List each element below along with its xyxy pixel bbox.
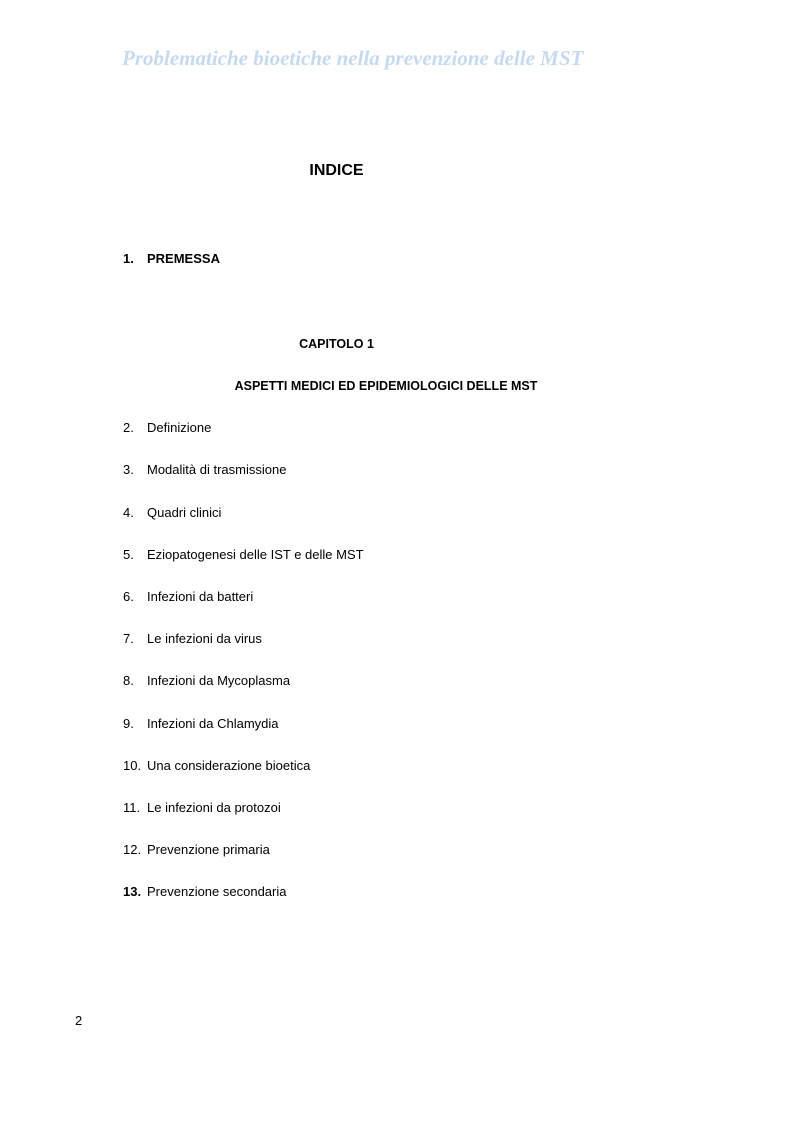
document-header-title: Problematiche bioetiche nella prevenzione delle MST bbox=[122, 46, 584, 70]
toc-entry-number: 8. bbox=[123, 673, 134, 688]
toc-entry-number: 1. bbox=[123, 251, 134, 266]
toc-entry bbox=[123, 673, 290, 688]
toc-entry-number: 9. bbox=[123, 716, 134, 731]
toc-entry bbox=[123, 800, 281, 815]
toc-entry-label: Infezioni da Chlamydia bbox=[147, 716, 279, 731]
toc-entry-label: Modalità di trasmissione bbox=[147, 462, 287, 477]
toc-entry bbox=[123, 420, 211, 435]
toc-entry-label: Infezioni da Mycoplasma bbox=[147, 673, 291, 688]
toc-entry-label: Prevenzione secondaria bbox=[147, 884, 287, 899]
toc-entry-number: 7. bbox=[123, 631, 134, 646]
toc-entry-number: 13. bbox=[123, 884, 142, 899]
toc-entry bbox=[123, 505, 221, 520]
toc-entry bbox=[123, 631, 262, 646]
toc-entry-label: PREMESSA bbox=[147, 251, 220, 266]
toc-entry bbox=[123, 462, 286, 477]
toc-entry-label: Una considerazione bioetica bbox=[147, 758, 311, 773]
toc-entry-number: 10. bbox=[123, 758, 142, 773]
chapter-subtitle: ASPETTI MEDICI ED EPIDEMIOLOGICI DELLE MST bbox=[234, 379, 538, 393]
toc-entry-number: 5. bbox=[123, 547, 134, 562]
toc-entry-number: 11. bbox=[123, 800, 141, 815]
page-number: 2 bbox=[75, 1013, 83, 1028]
toc-entry-number: 2. bbox=[123, 420, 134, 435]
toc-entry-label: Prevenzione primaria bbox=[147, 842, 270, 857]
toc-entry-number: 4. bbox=[123, 505, 134, 520]
toc-entry-label: Le infezioni da protozoi bbox=[147, 800, 281, 815]
toc-entry-premessa bbox=[123, 251, 220, 266]
toc-entry bbox=[123, 716, 279, 731]
chapter-label: CAPITOLO 1 bbox=[299, 337, 374, 351]
toc-entry-label: Infezioni da batteri bbox=[147, 589, 254, 604]
toc-entry bbox=[123, 884, 286, 899]
toc-entry bbox=[123, 547, 364, 562]
toc-entry bbox=[123, 589, 253, 604]
toc-entry-number: 3. bbox=[123, 462, 134, 477]
toc-entry-number: 12. bbox=[123, 842, 142, 857]
toc-entry bbox=[123, 842, 270, 857]
toc-entry-label: Eziopatogenesi delle IST e delle MST bbox=[147, 547, 364, 562]
toc-entry-label: Quadri clinici bbox=[147, 505, 222, 520]
index-heading: INDICE bbox=[309, 162, 364, 179]
toc-entry bbox=[123, 758, 310, 773]
toc-entry-label: Definizione bbox=[147, 420, 212, 435]
toc-entry-number: 6. bbox=[123, 589, 134, 604]
toc-entry-label: Le infezioni da virus bbox=[147, 631, 262, 646]
